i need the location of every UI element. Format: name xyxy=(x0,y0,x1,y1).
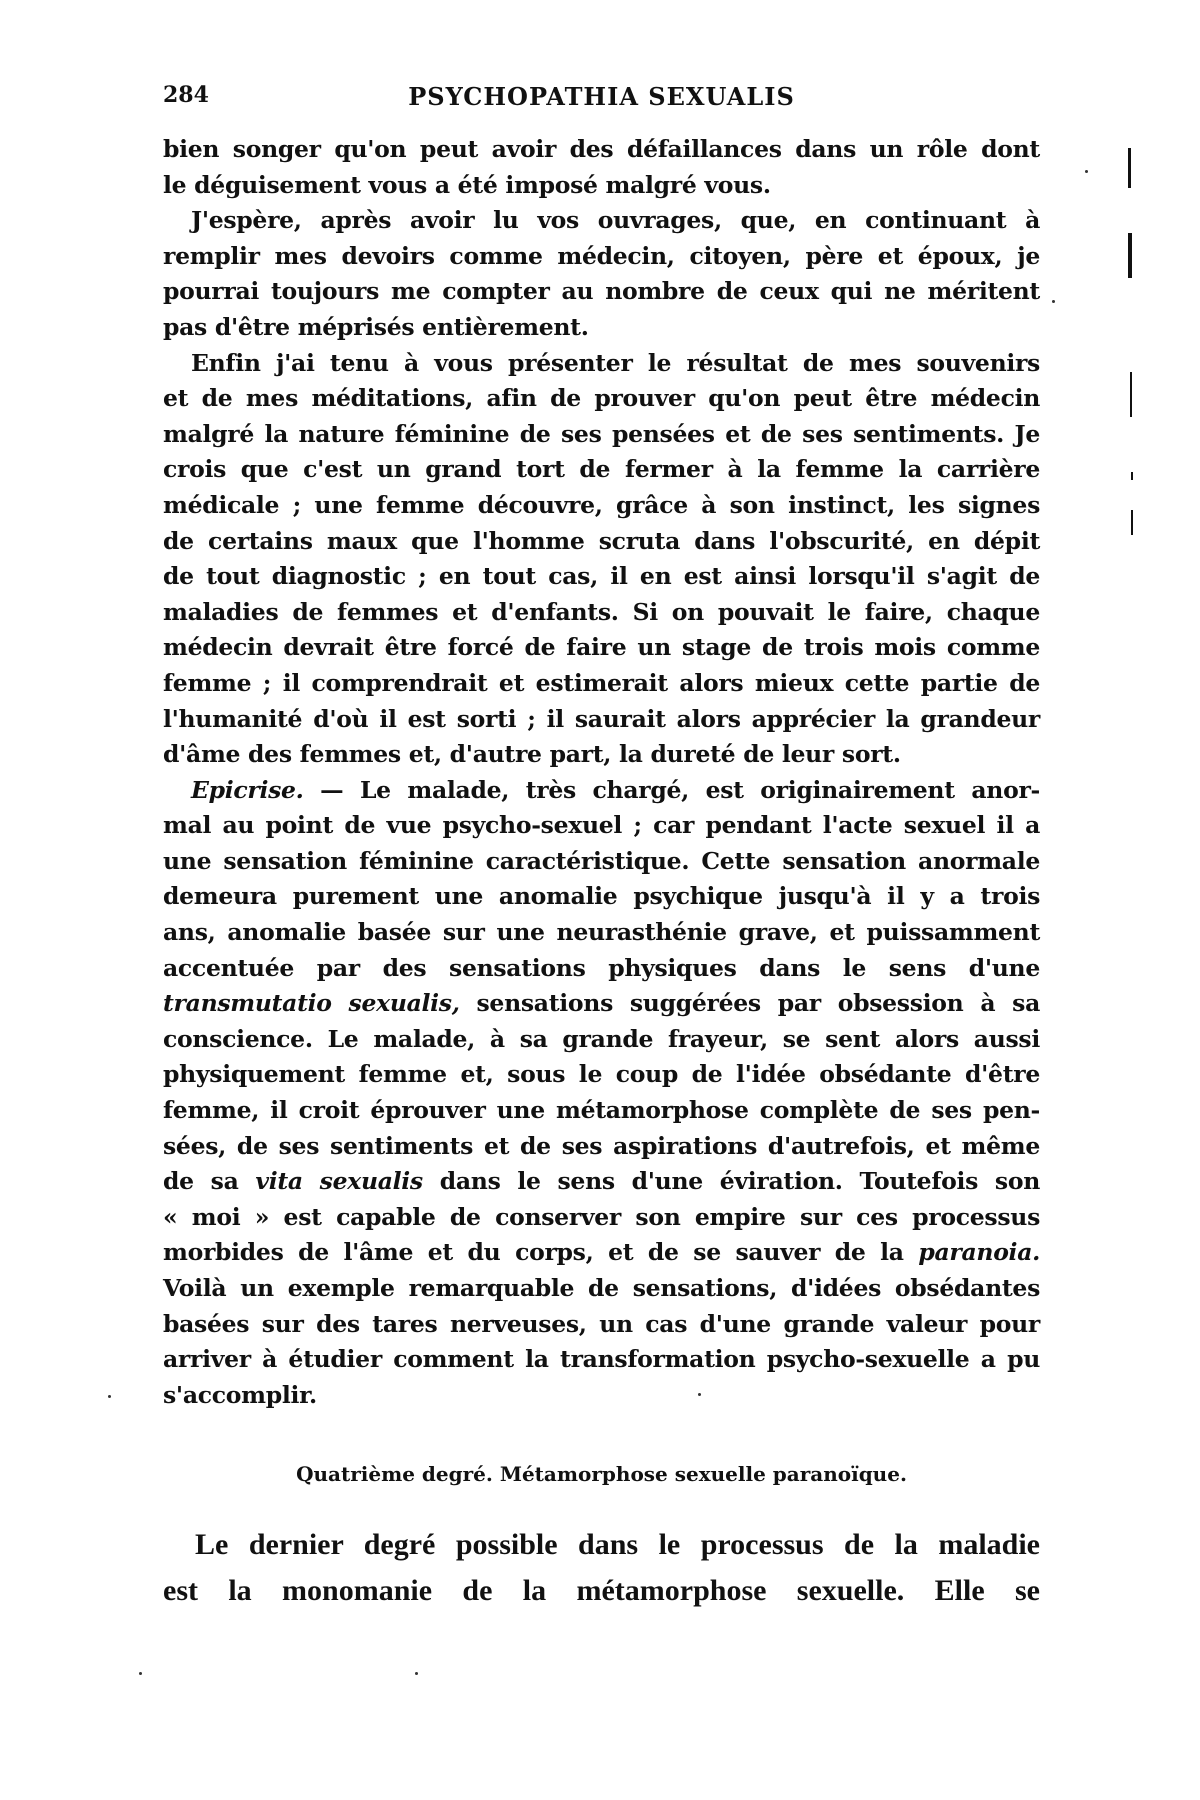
italic-term: transmutatio sexualis, xyxy=(163,989,460,1018)
text-line: l'humanité d'où il est sorti ; il saurait alors apprécier la grandeur xyxy=(163,704,1040,733)
margin-mark xyxy=(1130,372,1132,417)
text-line: maladies de femmes et d'enfants. Si on pouvait le faire, chaque xyxy=(163,597,1040,626)
italic-term: paranoia. xyxy=(903,1238,1040,1267)
text-line: physiquement femme et, sous le coup de l'idée obsédante d'être xyxy=(163,1060,1040,1089)
text-line: arriver à étudier comment la transformation psycho-sexuelle a pu xyxy=(163,1345,1040,1374)
margin-mark xyxy=(1128,148,1131,188)
text-line: mal au point de vue psycho-sexuel ; car pendant l'acte sexuel il a xyxy=(163,811,1040,840)
text-line: le déguisement vous a été imposé malgré vous. xyxy=(163,170,771,199)
text-run: — Le malade, très chargé, est originairement anor- xyxy=(303,775,1040,804)
text-line: conscience. Le malade, à sa grande frayeur, se sent alors aussi xyxy=(163,1024,1040,1053)
scan-speck xyxy=(1085,170,1088,173)
running-title: PSYCHOPATHIA SEXUALIS xyxy=(408,82,795,111)
text-run: de sa xyxy=(163,1167,256,1196)
margin-mark xyxy=(1128,233,1132,278)
text-line: crois que c'est un grand tort de fermer à la femme la carrière xyxy=(163,455,1040,484)
text-line: s'accomplir. xyxy=(163,1380,317,1409)
section-body xyxy=(163,1522,1040,1614)
text-line: de tout diagnostic ; en tout cas, il en est ainsi lorsqu'il s'agit de xyxy=(163,562,1040,591)
text-line: et de mes méditations, afin de prouver qu'on peut être médecin xyxy=(163,384,1040,413)
page-number: 284 xyxy=(163,82,209,108)
text-run: sensations suggérées par obsession à sa xyxy=(459,989,1041,1018)
text-run: dans le sens d'une éviration. Toutefois son xyxy=(422,1167,1041,1196)
text-line: Le dernier degré possible dans le processus de la maladie xyxy=(195,1528,1040,1561)
margin-mark xyxy=(1131,510,1133,535)
text-line: Voilà un exemple remarquable de sensations, d'idées obsédantes xyxy=(163,1274,1040,1302)
text-line: demeura purement une anomalie psychique jusqu'à il y a trois xyxy=(163,882,1040,911)
text-line: médicale ; une femme découvre, grâce à son instinct, les signes xyxy=(163,490,1040,519)
italic-term: vita sexualis xyxy=(255,1167,423,1196)
text-line: femme, il croit éprouver une métamorphose complète de ses pen- xyxy=(163,1096,1040,1125)
text-line: « moi » est capable de conserver son empire sur ces processus xyxy=(163,1202,1040,1231)
scan-speck xyxy=(108,1395,111,1398)
text-line xyxy=(163,1235,1040,1271)
text-line: accentuée par des sensations physiques dans le sens d'une xyxy=(163,953,1040,982)
text-line: pourrai toujours me compter au nombre de ceux qui ne méritent xyxy=(163,277,1040,306)
running-head xyxy=(163,82,1040,118)
text-line: bien songer qu'on peut avoir des défaillances dans un rôle dont xyxy=(163,135,1040,163)
text-line: de certains maux que l'homme scruta dans l'obscurité, en dépit xyxy=(163,526,1040,555)
text-line: malgré la nature féminine de ses pensées et de ses sentiments. Je xyxy=(163,419,1040,448)
text-line: d'âme des femmes et, d'autre part, la dureté de leur sort. xyxy=(163,740,901,769)
text-line: J'espère, après avoir lu vos ouvrages, que, en continuant à xyxy=(191,206,1040,235)
section-heading: Quatrième degré. Métamorphose sexuelle paranoïque. xyxy=(296,1462,907,1486)
scan-speck xyxy=(698,1393,701,1396)
text-line: est la monomanie de la métamorphose sexuelle. Elle se xyxy=(163,1574,1040,1607)
text-line: ans, anomalie basée sur une neurasthénie grave, et puissamment xyxy=(163,918,1040,947)
text-line: sées, de ses sentiments et de ses aspirations d'autrefois, et même xyxy=(163,1131,1040,1160)
body-text xyxy=(163,132,1040,1413)
text-line: remplir mes devoirs comme médecin, citoyen, père et époux, je xyxy=(163,241,1040,270)
text-line: femme ; il comprendrait et estimerait alors mieux cette partie de xyxy=(163,668,1040,697)
scan-speck xyxy=(415,1672,418,1675)
text-line: une sensation féminine caractéristique. Cette sensation anormale xyxy=(163,846,1040,875)
scan-speck xyxy=(139,1672,142,1675)
text-line: pas d'être méprisés entièrement. xyxy=(163,312,589,341)
text-line-epicrise xyxy=(163,773,1040,809)
text-run: morbides de l'âme et du corps, et de se sauver de la xyxy=(163,1238,904,1267)
scan-speck xyxy=(1052,300,1055,303)
margin-mark xyxy=(1131,472,1133,480)
text-line xyxy=(163,1164,1040,1200)
text-line: médecin devrait être forcé de faire un stage de trois mois comme xyxy=(163,633,1040,662)
text-line: Enfin j'ai tenu à vous présenter le résultat de mes souvenirs xyxy=(191,348,1040,377)
italic-term: Epicrise. xyxy=(191,775,304,804)
text-line xyxy=(163,986,1040,1022)
text-line: basées sur des tares nerveuses, un cas d'une grande valeur pour xyxy=(163,1309,1040,1338)
